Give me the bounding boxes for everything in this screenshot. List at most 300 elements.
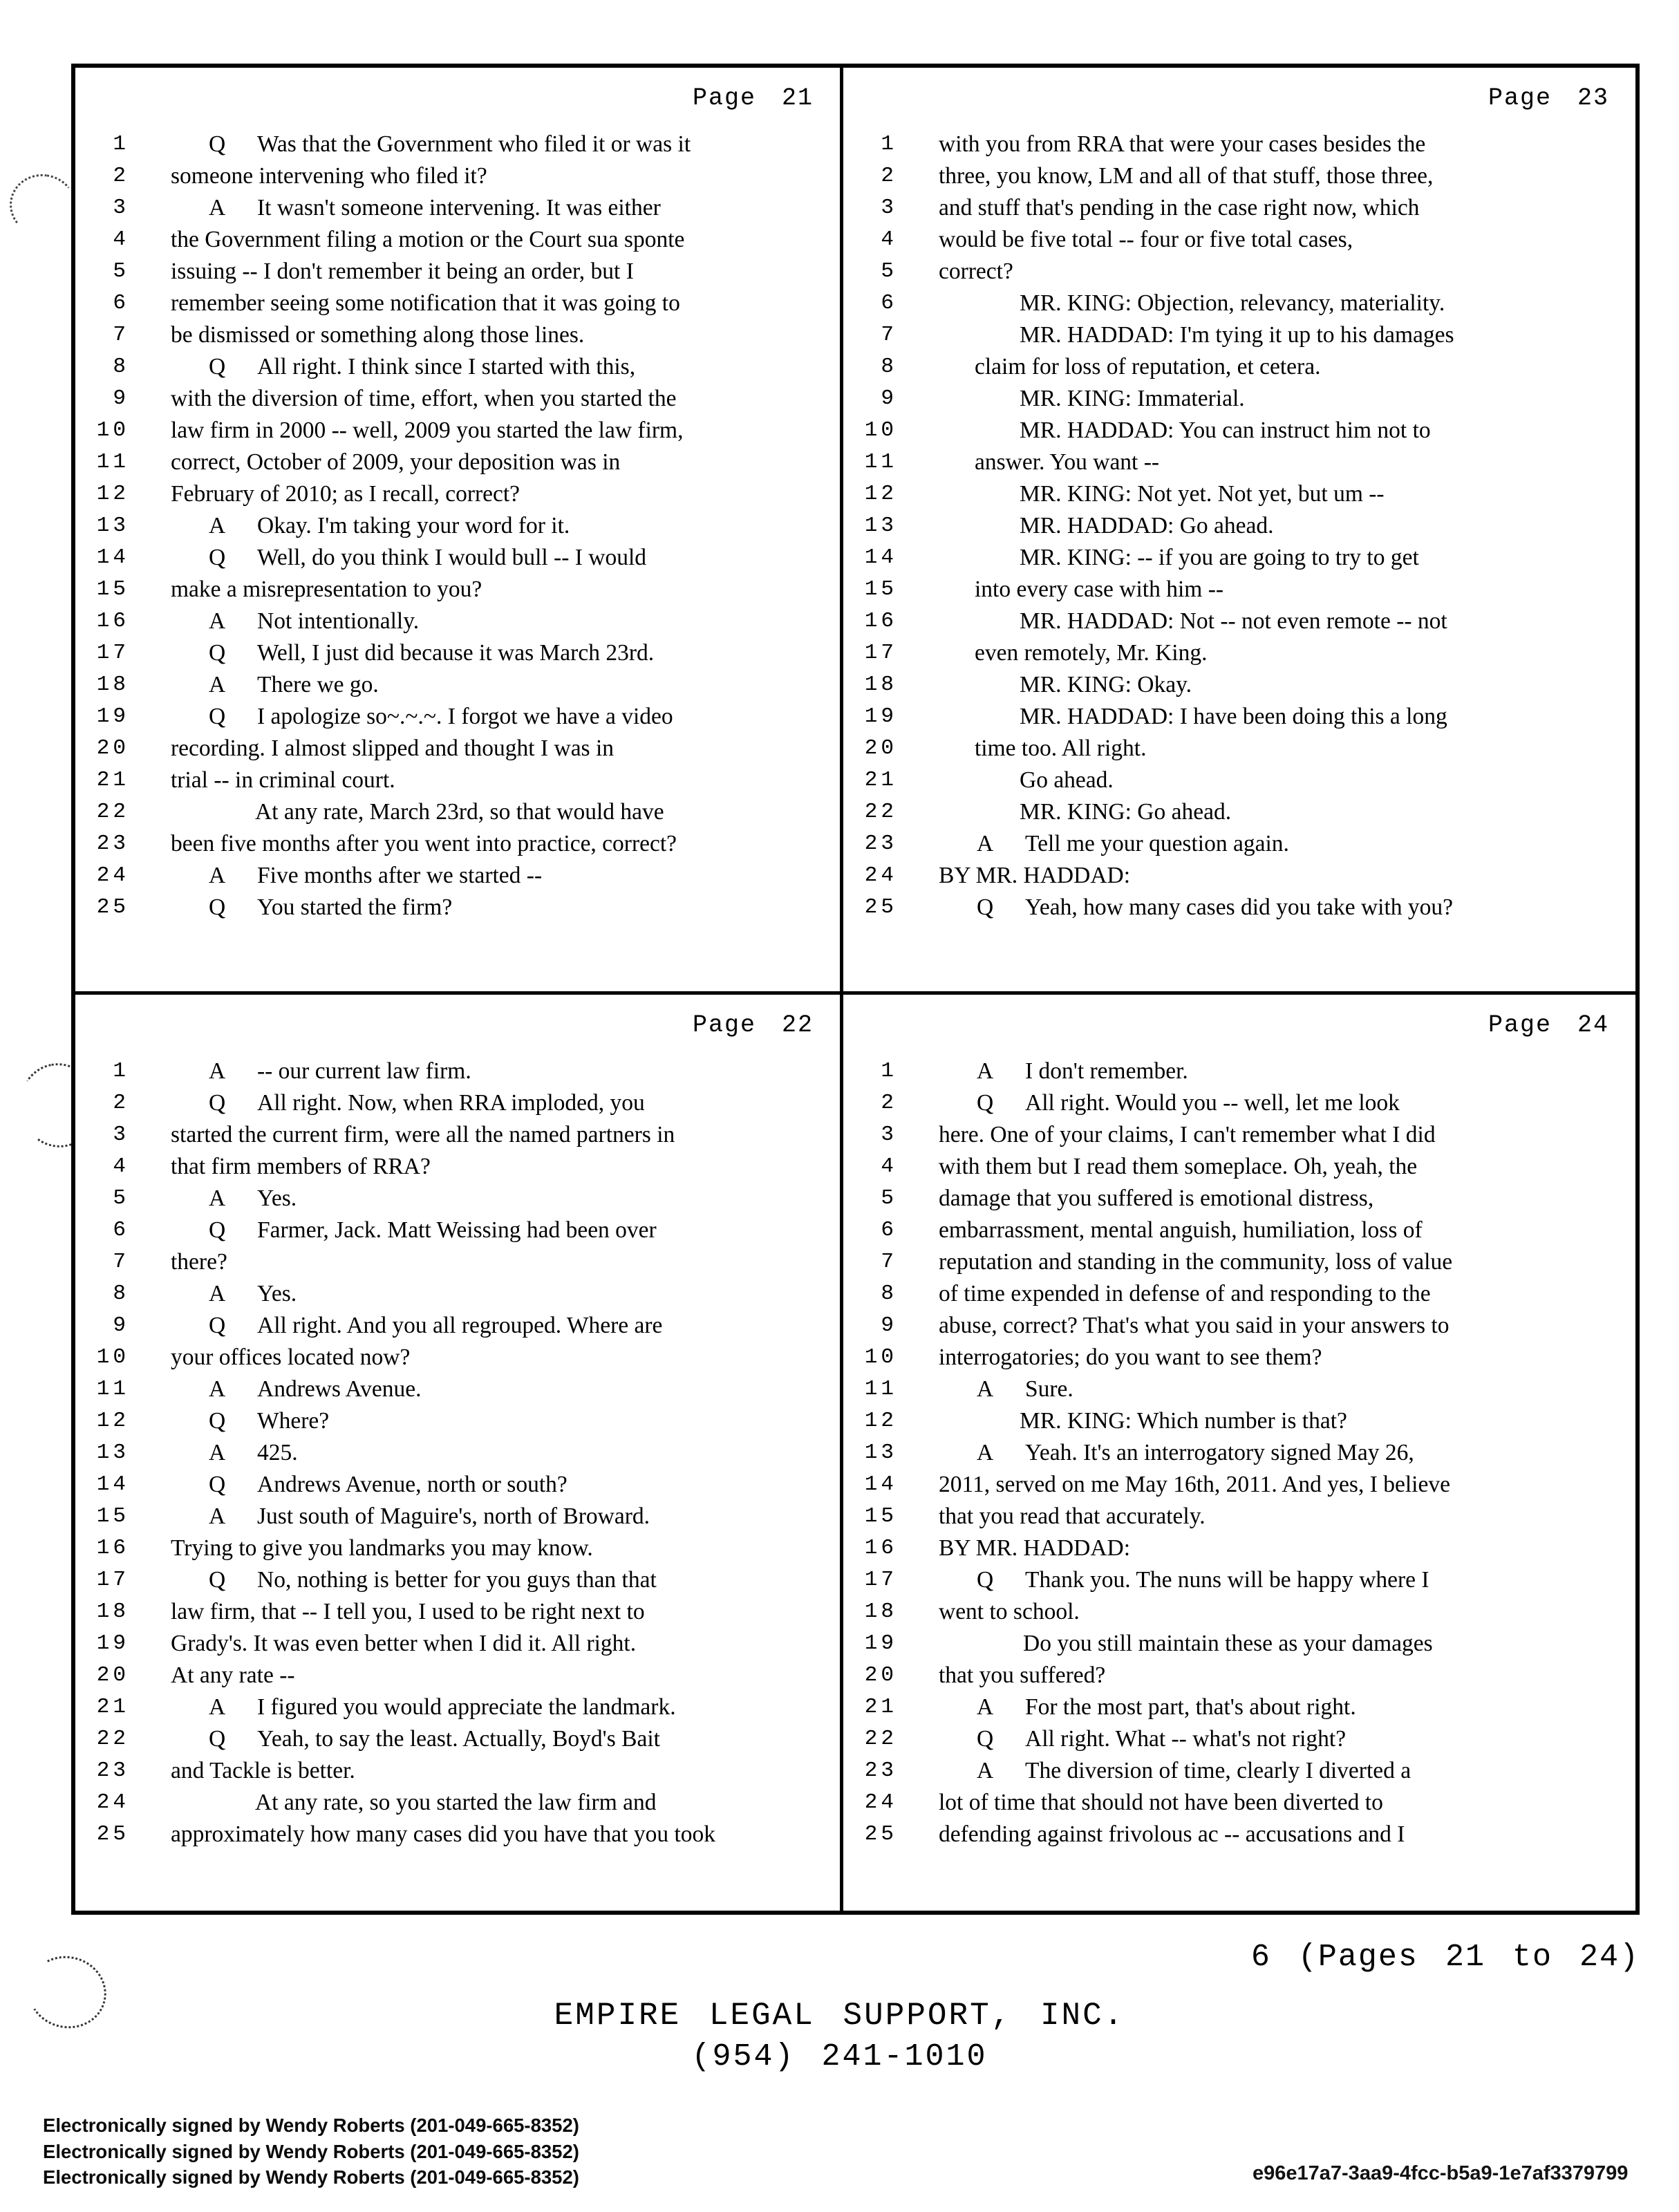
line-text: A Just south of Maguire's, north of Broward. <box>171 1501 650 1533</box>
line-text: MR. HADDAD: I have been doing this a long <box>1020 704 1447 729</box>
line-text: A Sure. <box>939 1374 1073 1405</box>
transcript-line <box>84 828 814 860</box>
transcript-line <box>84 1596 814 1628</box>
line-number: 9 <box>113 1313 129 1338</box>
line-text: be dismissed or something along those lines. <box>171 322 585 348</box>
line-number: 22 <box>864 800 897 824</box>
line-number: 21 <box>864 768 897 792</box>
qa-prefix: A <box>209 195 226 221</box>
qa-prefix: Q <box>209 1313 226 1338</box>
transcript-line <box>84 478 814 510</box>
transcript-line <box>84 1056 814 1087</box>
transcript-line <box>852 1151 1609 1183</box>
line-text: with you from RRA that were your cases besides the <box>939 131 1426 157</box>
line-number: 21 <box>96 1695 129 1719</box>
line-text: claim for loss of reputation, et cetera. <box>975 354 1321 379</box>
transcript-line <box>84 1628 814 1660</box>
line-text: A Okay. I'm taking your word for it. <box>171 510 570 542</box>
line-text: into every case with him -- <box>975 577 1224 602</box>
line-text: correct? <box>939 259 1013 284</box>
line-number: 17 <box>864 1568 897 1592</box>
transcript-line <box>852 1405 1609 1437</box>
line-number: 19 <box>96 704 129 729</box>
line-text: A -- our current law firm. <box>171 1056 471 1087</box>
court-reporter-company: EMPIRE LEGAL SUPPORT, INC. <box>554 1998 1125 2034</box>
line-number: 25 <box>864 1822 897 1846</box>
transcript-line <box>84 129 814 160</box>
line-number: 8 <box>881 355 897 379</box>
qa-prefix: A <box>977 1758 994 1783</box>
line-number: 23 <box>96 1759 129 1783</box>
line-number: 23 <box>864 1759 897 1783</box>
line-number: 15 <box>96 577 129 601</box>
transcript-line <box>852 574 1609 606</box>
transcript-line <box>84 256 814 288</box>
line-text: interrogatories; do you want to see them? <box>939 1344 1322 1370</box>
transcript-line <box>84 1691 814 1723</box>
qa-prefix: A <box>209 513 226 538</box>
line-number: 21 <box>96 768 129 792</box>
line-text: Q Andrews Avenue, north or south? <box>171 1469 568 1501</box>
transcript-line <box>852 1310 1609 1342</box>
line-text: that you read that accurately. <box>939 1503 1206 1529</box>
line-number: 17 <box>864 641 897 665</box>
company-phone: (954) 241-1010 <box>691 2039 988 2074</box>
transcript-line <box>852 1628 1609 1660</box>
transcript-line <box>852 1056 1609 1087</box>
line-number: 3 <box>113 1123 129 1147</box>
line-number: 7 <box>881 323 897 347</box>
line-number: 8 <box>113 1282 129 1306</box>
transcript-line <box>84 383 814 415</box>
qa-prefix: A <box>977 831 994 856</box>
line-text: that you suffered? <box>939 1662 1106 1688</box>
transcript-line <box>84 1755 814 1787</box>
line-number: 13 <box>864 1441 897 1465</box>
transcript-line <box>852 1278 1609 1310</box>
line-text: MR. HADDAD: You can instruct him not to <box>1020 418 1431 443</box>
transcript-line <box>852 1087 1609 1119</box>
transcript-line <box>852 1533 1609 1564</box>
line-text: issuing -- I don't remember it being an order, but I <box>171 259 634 284</box>
line-number: 23 <box>864 832 897 856</box>
transcript-sheet <box>71 64 1640 1915</box>
line-text: trial -- in criminal court. <box>171 767 395 793</box>
line-text: A Five months after we started -- <box>171 860 542 892</box>
transcript-line <box>852 733 1609 765</box>
line-number: 12 <box>864 1409 897 1433</box>
line-number: 9 <box>113 386 129 411</box>
line-number: 24 <box>864 1790 897 1815</box>
transcript-line <box>84 637 814 669</box>
hole-punch-mark <box>6 170 80 241</box>
line-number: 4 <box>881 1154 897 1179</box>
transcript-line <box>84 510 814 542</box>
line-number: 4 <box>113 1154 129 1179</box>
line-text: would be five total -- four or five total cases, <box>939 227 1353 252</box>
line-number: 3 <box>113 196 129 220</box>
line-text: and stuff that's pending in the case right now, which <box>939 195 1420 221</box>
transcript-line <box>84 892 814 924</box>
transcript-line <box>852 160 1609 192</box>
line-text: A I don't remember. <box>939 1056 1188 1087</box>
line-text: Q Well, I just did because it was March 23rd. <box>171 637 654 669</box>
line-number: 13 <box>864 514 897 538</box>
line-number: 11 <box>864 1377 897 1401</box>
transcript-line <box>852 1246 1609 1278</box>
line-number: 11 <box>96 450 129 474</box>
line-number: 22 <box>96 1727 129 1751</box>
transcript-line <box>84 1501 814 1533</box>
transcript-line <box>852 542 1609 574</box>
qa-prefix: Q <box>209 1472 226 1497</box>
line-number: 18 <box>864 1600 897 1624</box>
line-text: correct, October of 2009, your deposition was in <box>171 449 621 475</box>
line-number: 3 <box>881 196 897 220</box>
transcript-line <box>852 669 1609 701</box>
transcript-line <box>84 1310 814 1342</box>
line-text: Q All right. Would you -- well, let me look <box>939 1087 1400 1119</box>
transcript-line <box>84 351 814 383</box>
line-text: At any rate -- <box>171 1662 295 1688</box>
line-number: 3 <box>881 1123 897 1147</box>
line-number: 12 <box>864 482 897 506</box>
transcript-line <box>84 606 814 637</box>
line-text: A Yeah. It's an interrogatory signed May 26, <box>939 1437 1414 1469</box>
qa-prefix: A <box>209 1440 226 1465</box>
line-text: BY MR. HADDAD: <box>939 1535 1131 1561</box>
transcript-line <box>852 1183 1609 1215</box>
transcript-line <box>852 1374 1609 1405</box>
line-number: 20 <box>96 1663 129 1687</box>
line-number: 14 <box>96 545 129 570</box>
transcript-line <box>852 1596 1609 1628</box>
transcript-line <box>84 1437 814 1469</box>
line-number: 2 <box>113 1091 129 1115</box>
line-number: 12 <box>96 1409 129 1433</box>
document-hash: e96e17a7-3aa9-4fcc-b5a9-1e7af3379799 <box>1253 2162 1629 2184</box>
line-text: MR. KING: Which number is that? <box>1020 1408 1347 1434</box>
transcript-line <box>852 192 1609 224</box>
line-text: Do you still maintain these as your damages <box>1023 1631 1433 1656</box>
line-text: A Yes. <box>171 1278 297 1310</box>
qa-prefix: Q <box>209 640 226 666</box>
line-text: BY MR. HADDAD: <box>939 863 1131 888</box>
line-text: recording. I almost slipped and thought I was in <box>171 735 615 761</box>
qa-prefix: Q <box>209 354 226 379</box>
transcript-page-23 <box>843 68 1635 991</box>
transcript-line <box>84 1087 814 1119</box>
line-text: with the diversion of time, effort, when you started the <box>171 386 677 411</box>
line-number: 15 <box>96 1504 129 1528</box>
line-text: damage that you suffered is emotional distress, <box>939 1185 1374 1211</box>
line-number: 21 <box>864 1695 897 1719</box>
transcript-line <box>852 415 1609 447</box>
qa-prefix: Q <box>209 1090 226 1116</box>
transcript-line <box>852 860 1609 892</box>
qa-prefix: A <box>209 1694 226 1720</box>
line-text: been five months after you went into practice, correct? <box>171 831 677 856</box>
line-text: A Yes. <box>171 1183 297 1215</box>
qa-prefix: Q <box>209 1567 226 1593</box>
page-lines <box>852 1056 1609 1850</box>
electronic-signature: Electronically signed by Wendy Roberts (201-049-665-8352) <box>43 2115 579 2136</box>
line-text: law firm in 2000 -- well, 2009 you started the law firm, <box>171 418 684 443</box>
line-number: 10 <box>96 418 129 442</box>
transcript-line <box>84 160 814 192</box>
line-text: three, you know, LM and all of that stuff, those three, <box>939 163 1434 189</box>
line-text: Q All right. What -- what's not right? <box>939 1723 1346 1755</box>
line-number: 17 <box>96 641 129 665</box>
transcript-line <box>852 383 1609 415</box>
page-header: Page 22 <box>692 1011 814 1039</box>
transcript-line <box>84 1151 814 1183</box>
line-text: abuse, correct? That's what you said in your answers to <box>939 1313 1450 1338</box>
line-number: 7 <box>113 323 129 347</box>
line-number: 1 <box>881 1059 897 1083</box>
transcript-line <box>852 1437 1609 1469</box>
line-text: Q All right. And you all regrouped. Where are <box>171 1310 662 1342</box>
qa-prefix: A <box>209 1503 226 1529</box>
line-number: 9 <box>881 386 897 411</box>
line-text: A 425. <box>171 1437 298 1469</box>
line-text: MR. KING: Not yet. Not yet, but um -- <box>1020 481 1385 507</box>
line-number: 4 <box>881 227 897 252</box>
qa-prefix: Q <box>977 1726 994 1752</box>
line-text: Q Well, do you think I would bull -- I would <box>171 542 646 574</box>
qa-prefix: A <box>977 1376 994 1402</box>
line-number: 19 <box>864 1631 897 1656</box>
line-text: and Tackle is better. <box>171 1758 355 1783</box>
line-number: 19 <box>96 1631 129 1656</box>
line-text: A It wasn't someone intervening. It was either <box>171 192 661 224</box>
line-number: 10 <box>864 1345 897 1369</box>
transcript-line <box>852 1723 1609 1755</box>
line-text: the Government filing a motion or the Court sua sponte <box>171 227 685 252</box>
line-number: 2 <box>113 164 129 188</box>
transcript-line <box>84 796 814 828</box>
transcript-line <box>852 765 1609 796</box>
line-text: Q Farmer, Jack. Matt Weissing had been over <box>171 1215 657 1246</box>
transcript-line <box>852 1787 1609 1819</box>
line-number: 7 <box>881 1250 897 1274</box>
line-number: 8 <box>113 355 129 379</box>
line-number: 6 <box>113 1218 129 1242</box>
transcript-line <box>84 1564 814 1596</box>
line-text: At any rate, March 23rd, so that would have <box>255 799 664 825</box>
qa-prefix: Q <box>209 545 226 570</box>
qa-prefix: Q <box>977 1567 994 1593</box>
transcript-line <box>84 1278 814 1310</box>
transcript-page-24 <box>843 995 1635 1918</box>
qa-prefix: A <box>209 1281 226 1306</box>
transcript-line <box>84 192 814 224</box>
transcript-line <box>852 1819 1609 1850</box>
line-number: 2 <box>881 164 897 188</box>
transcript-line <box>852 1215 1609 1246</box>
line-number: 9 <box>881 1313 897 1338</box>
line-text: Q Was that the Government who filed it or was it <box>171 129 691 160</box>
line-text: Q Thank you. The nuns will be happy where I <box>939 1564 1429 1596</box>
line-text: with them but I read them someplace. Oh, yeah, the <box>939 1154 1418 1179</box>
line-number: 20 <box>864 736 897 760</box>
qa-prefix: Q <box>209 131 226 157</box>
line-text: Q All right. I think since I started with this, <box>171 351 635 383</box>
line-number: 16 <box>96 1536 129 1560</box>
transcript-line <box>84 1787 814 1819</box>
line-number: 5 <box>881 259 897 283</box>
line-text: make a misrepresentation to you? <box>171 577 482 602</box>
line-text: lot of time that should not have been diverted to <box>939 1790 1383 1815</box>
line-text: A For the most part, that's about right. <box>939 1691 1356 1723</box>
line-text: someone intervening who filed it? <box>171 163 487 189</box>
line-number: 5 <box>881 1186 897 1210</box>
line-text: law firm, that -- I tell you, I used to be right next to <box>171 1599 645 1624</box>
line-number: 25 <box>96 1822 129 1846</box>
pages-range-label: 6 (Pages 21 to 24) <box>1250 1940 1640 1975</box>
transcript-line <box>852 1755 1609 1787</box>
transcript-page-22 <box>75 995 840 1918</box>
line-number: 22 <box>96 800 129 824</box>
transcript-line <box>84 765 814 796</box>
line-number: 18 <box>96 1600 129 1624</box>
qa-prefix: Q <box>209 704 226 729</box>
line-text: 2011, served on me May 16th, 2011. And yes, I believe <box>939 1472 1450 1497</box>
transcript-line <box>84 542 814 574</box>
line-number: 20 <box>864 1663 897 1687</box>
line-text: MR. HADDAD: Go ahead. <box>1020 513 1274 538</box>
line-text: your offices located now? <box>171 1344 411 1370</box>
line-text: Go ahead. <box>1020 767 1114 793</box>
line-text: Q Yeah, to say the least. Actually, Boyd's Bait <box>171 1723 660 1755</box>
line-text: there? <box>171 1249 227 1275</box>
transcript-line <box>84 1405 814 1437</box>
line-text: that firm members of RRA? <box>171 1154 431 1179</box>
line-number: 8 <box>881 1282 897 1306</box>
qa-prefix: A <box>209 672 226 697</box>
qa-prefix: A <box>209 608 226 634</box>
line-number: 1 <box>113 1059 129 1083</box>
qa-prefix: A <box>209 1058 226 1084</box>
qa-prefix: Q <box>977 1090 994 1116</box>
line-number: 14 <box>96 1472 129 1497</box>
qa-prefix: A <box>209 1376 226 1402</box>
transcript-line <box>84 1723 814 1755</box>
qa-prefix: A <box>209 1185 226 1211</box>
transcript-page-21 <box>75 68 840 991</box>
transcript-line <box>852 510 1609 542</box>
signature-block <box>43 2112 579 2191</box>
line-text: A There we go. <box>171 669 379 701</box>
line-text: MR. KING: Okay. <box>1020 672 1192 697</box>
qa-prefix: Q <box>209 1217 226 1243</box>
line-number: 24 <box>96 1790 129 1815</box>
line-number: 23 <box>96 832 129 856</box>
qa-prefix: A <box>977 1058 994 1084</box>
page-lines <box>84 1056 814 1850</box>
line-number: 11 <box>96 1377 129 1401</box>
page-lines <box>84 129 814 924</box>
transcript-line <box>84 319 814 351</box>
line-text: started the current firm, were all the named partners in <box>171 1122 675 1147</box>
line-number: 24 <box>96 863 129 888</box>
line-number: 22 <box>864 1727 897 1751</box>
transcript-line <box>852 1469 1609 1501</box>
transcript-line <box>84 224 814 256</box>
line-number: 16 <box>864 1536 897 1560</box>
line-text: remember seeing some notification that it was going to <box>171 290 680 316</box>
line-text: Q No, nothing is better for you guys than that <box>171 1564 657 1596</box>
transcript-line <box>84 733 814 765</box>
transcript-line <box>84 1246 814 1278</box>
line-text: of time expended in defense of and responding to the <box>939 1281 1431 1306</box>
transcript-line <box>852 892 1609 924</box>
line-number: 4 <box>113 227 129 252</box>
transcript-line <box>84 288 814 319</box>
qa-prefix: A <box>977 1694 994 1720</box>
line-text: MR. KING: Immaterial. <box>1020 386 1245 411</box>
line-text: Q All right. Now, when RRA imploded, you <box>171 1087 645 1119</box>
transcript-line <box>852 1342 1609 1374</box>
transcript-line <box>852 637 1609 669</box>
line-text: A Tell me your question again. <box>939 828 1289 860</box>
transcript-line <box>84 1183 814 1215</box>
line-number: 17 <box>96 1568 129 1592</box>
line-text: Trying to give you landmarks you may know. <box>171 1535 593 1561</box>
transcript-line <box>852 1501 1609 1533</box>
transcript-line <box>852 256 1609 288</box>
line-number: 24 <box>864 863 897 888</box>
line-number: 18 <box>96 673 129 697</box>
line-number: 6 <box>881 291 897 315</box>
transcript-line <box>84 1819 814 1850</box>
qa-prefix: Q <box>209 894 226 920</box>
line-number: 19 <box>864 704 897 729</box>
line-number: 14 <box>864 1472 897 1497</box>
qa-prefix: A <box>977 1440 994 1465</box>
transcript-line <box>852 478 1609 510</box>
transcript-line <box>852 319 1609 351</box>
line-number: 25 <box>96 895 129 919</box>
transcript-line <box>84 574 814 606</box>
line-text: approximately how many cases did you have that you took <box>171 1821 716 1847</box>
line-text: Q Where? <box>171 1405 329 1437</box>
page-header: Page 23 <box>1488 84 1609 112</box>
line-text: A I figured you would appreciate the landmark. <box>171 1691 676 1723</box>
qa-prefix: Q <box>209 1726 226 1752</box>
line-text: reputation and standing in the community, loss of value <box>939 1249 1453 1275</box>
transcript-line <box>852 701 1609 733</box>
line-number: 11 <box>864 450 897 474</box>
transcript-line <box>84 669 814 701</box>
line-text: MR. KING: Go ahead. <box>1020 799 1232 825</box>
line-number: 25 <box>864 895 897 919</box>
transcript-line <box>852 1119 1609 1151</box>
line-number: 15 <box>864 577 897 601</box>
line-number: 18 <box>864 673 897 697</box>
line-number: 14 <box>864 545 897 570</box>
electronic-signature: Electronically signed by Wendy Roberts (201-049-665-8352) <box>43 2140 579 2162</box>
transcript-line <box>84 1660 814 1691</box>
line-number: 13 <box>96 514 129 538</box>
line-number: 12 <box>96 482 129 506</box>
line-text: embarrassment, mental anguish, humiliation, loss of <box>939 1217 1423 1243</box>
line-number: 16 <box>864 609 897 633</box>
line-number: 13 <box>96 1441 129 1465</box>
line-text: MR. KING: Objection, relevancy, materiality. <box>1020 290 1445 316</box>
line-number: 6 <box>113 291 129 315</box>
transcript-line <box>852 606 1609 637</box>
